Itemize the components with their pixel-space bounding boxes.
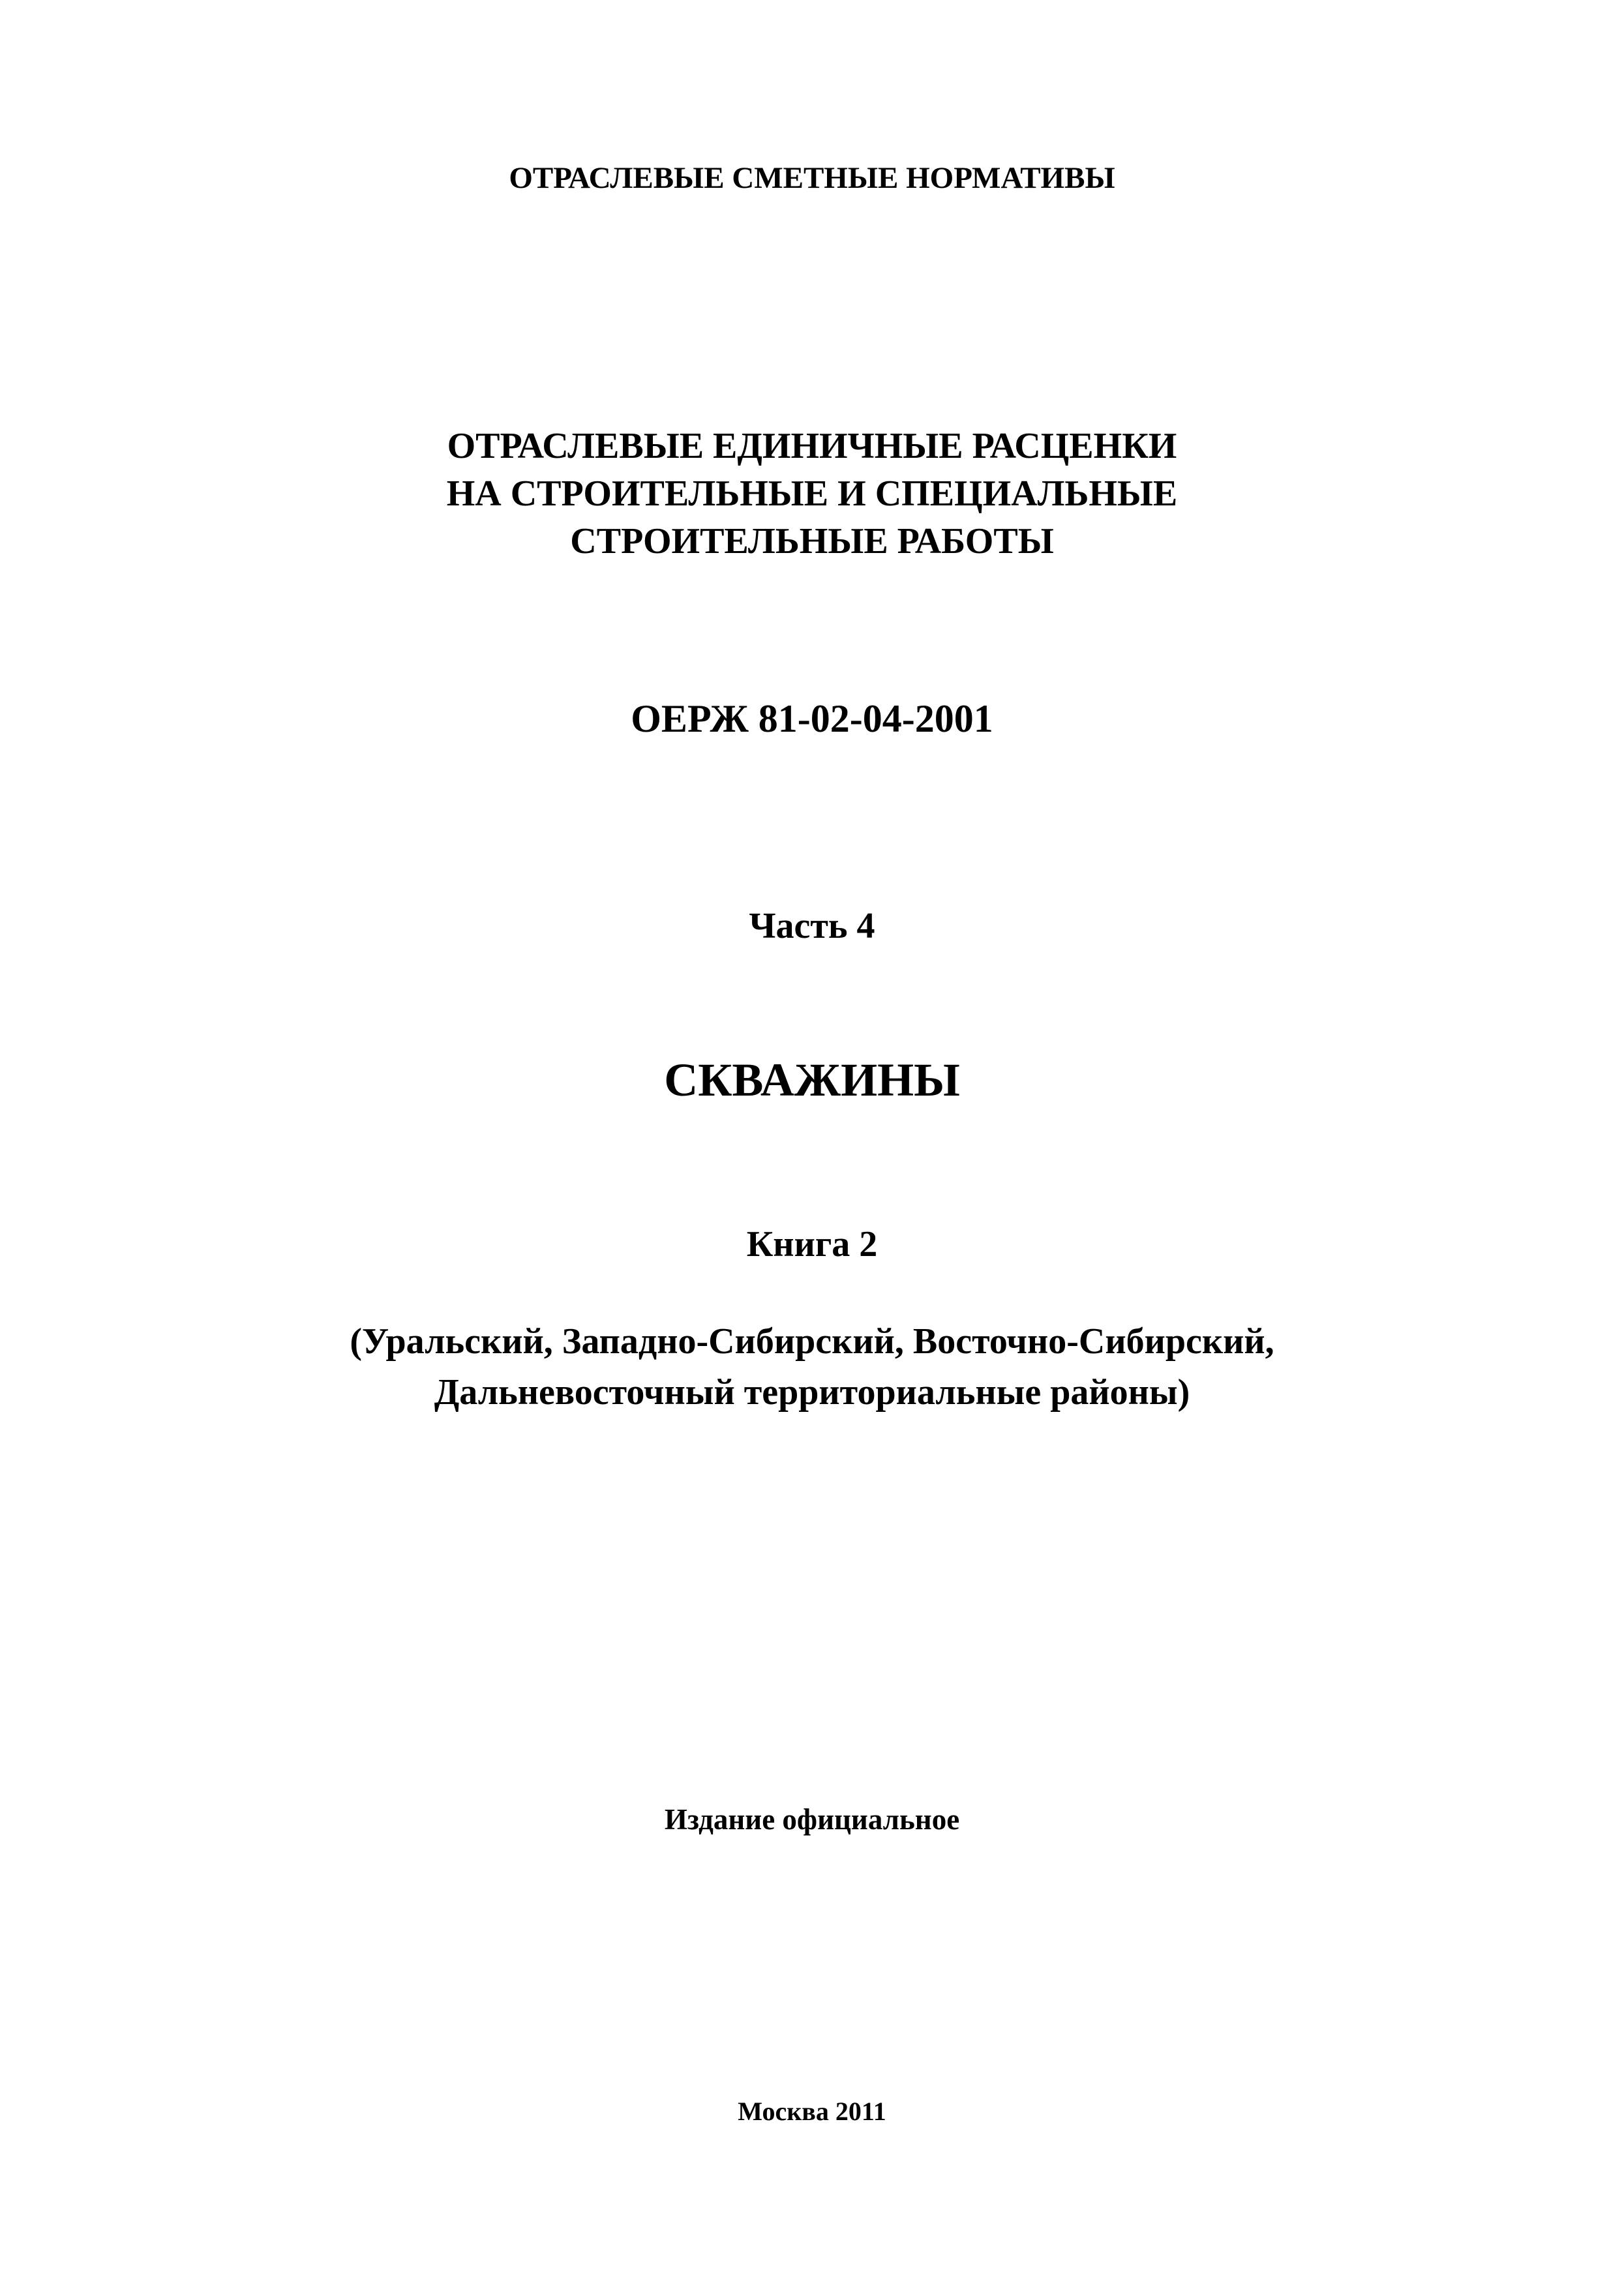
document-title-line: СТРОИТЕЛЬНЫЕ РАБОТЫ	[570, 521, 1054, 561]
imprint-place-year: Москва 2011	[738, 2097, 886, 2126]
document-title	[0, 423, 1624, 565]
subject-heading: СКВАЖИНЫ	[664, 1054, 960, 1106]
regions-note	[0, 1316, 1624, 1418]
part-number: Часть 4	[749, 906, 875, 946]
document-title-line: НА СТРОИТЕЛЬНЫЕ И СПЕЦИАЛЬНЫЕ	[446, 473, 1178, 514]
regions-line: Дальневосточный территориальные районы)	[434, 1372, 1190, 1413]
regions-line: (Уральский, Западно-Сибирский, Восточно-Сибирский,	[350, 1321, 1274, 1362]
edition-label: Издание официальное	[664, 1803, 960, 1836]
book-number: Книга 2	[746, 1224, 878, 1264]
document-title-line: ОТРАСЛЕВЫЕ ЕДИНИЧНЫЕ РАСЦЕНКИ	[447, 426, 1177, 466]
document-code: ОЕРЖ 81-02-04-2001	[631, 697, 993, 740]
series-heading: ОТРАСЛЕВЫЕ СМЕТНЫЕ НОРМАТИВЫ	[509, 161, 1115, 195]
